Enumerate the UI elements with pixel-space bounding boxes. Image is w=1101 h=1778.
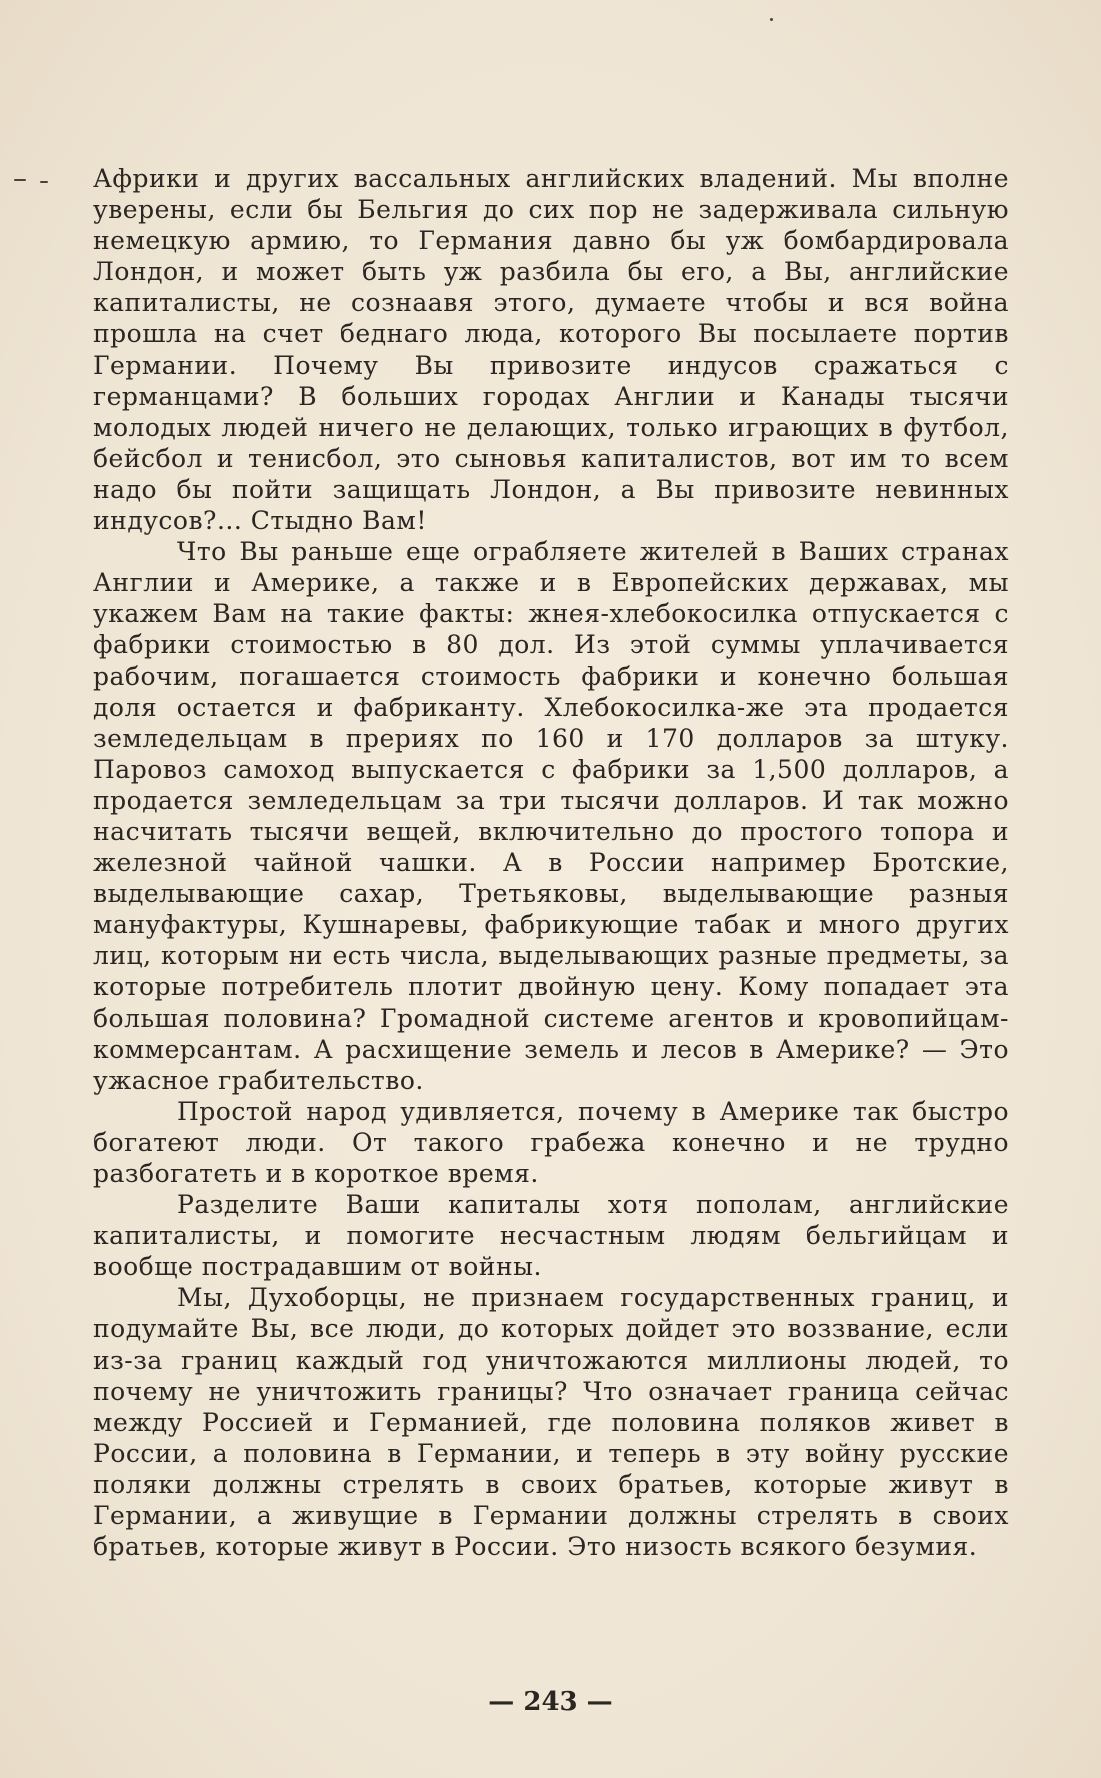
paragraph-1: Африки и других вассальных английских владений. Мы вполне уверены, если бы Бельгия до сих пор не задерживала сильную немецкую армию, то Германия давно бы уж бомбардировала Лондон, и может быть уж разбила бы его, а Вы, английские капиталисты, не сознаавя этого, думаете чтобы и вся война прошла на счет беднаго люда, которого Вы посылаете портив Германии. Почему Вы привозите индусов сражаться с германцами? В больших городах Англии и Канады тысячи молодых людей ничего не делающих, только играющих в футбол, бейсбол и тенисбол, это сыновья капиталистов, вот им то всем надо бы пойти защищать Лондон, а Вы привозите невинных индусов?... Стыдно Вам! — [93, 164, 1009, 536]
ink-speck — [40, 181, 48, 183]
paragraph-4: Разделите Ваши капиталы хотя пополам, английские капиталисты, и помогите несчастным людям бельгийцам и вообще пострадавшим от войны. — [93, 1190, 1009, 1282]
ink-speck — [770, 18, 773, 21]
ink-speck — [14, 179, 26, 181]
paragraph-3: Простой народ удивляется, почему в Америке так быстро богатеют люди. От такого грабежа конечно и не трудно разбогатеть и в короткое время. — [93, 1096, 1009, 1188]
body-text — [93, 163, 1009, 1562]
paragraph-2: Что Вы раньше еще ограбляете жителей в Ваших странах Англии и Америке, а также и в Европейских державах, мы укажем Вам на такие факты: жнея-хлебокосилка отпускается с фабрики стоимостью в 80 дол. Из этой суммы уплачивается рабочим, погашается стоимость фабрики и конечно большая доля остается и фабриканту. Хлебокосилка-же эта продается земледельцам в прериях по 160 и 170 долларов за штуку. Паровоз самоход выпускается с фабрики за 1,500 долларов, а продается земледельцам за три тысячи долларов. И так можно насчитать тысячи вещей, включительно до простого топора и железной чайной чашки. А в России например Бротские, выделывающие сахар, Третьяковы, выделывающие разныя мануфактуры, Кушнаревы, фабрикующие табак и много других лиц, которым ни есть числа, выделывающих разные предметы, за которые потребитель плотит двойную цену. Кому попадает эта большая половина? Громадной системе агентов и кровопийцам-коммерсантам. А расхищение земель и лесов в Америке? — Это ужасное грабительство. — [93, 537, 1009, 1095]
page-number: — 243 — — [488, 1687, 613, 1717]
paragraph-5: Мы, Духоборцы, не признаем государственных границ, и подумайте Вы, все люди, до которых дойдет это воззвание, если из-за границ каждый год уничтожаются миллионы людей, то почему не уничтожить границы? Что означает граница сейчас между Россией и Германией, где половина поляков живет в России, а половина в Германии, и теперь в эту войну русские поляки должны стрелять в своих братьев, которые живут в Германии, а живущие в Германии должны стрелять в своих братьев, которые живут в России. Это низость всякого безумия. — [93, 1283, 1009, 1562]
